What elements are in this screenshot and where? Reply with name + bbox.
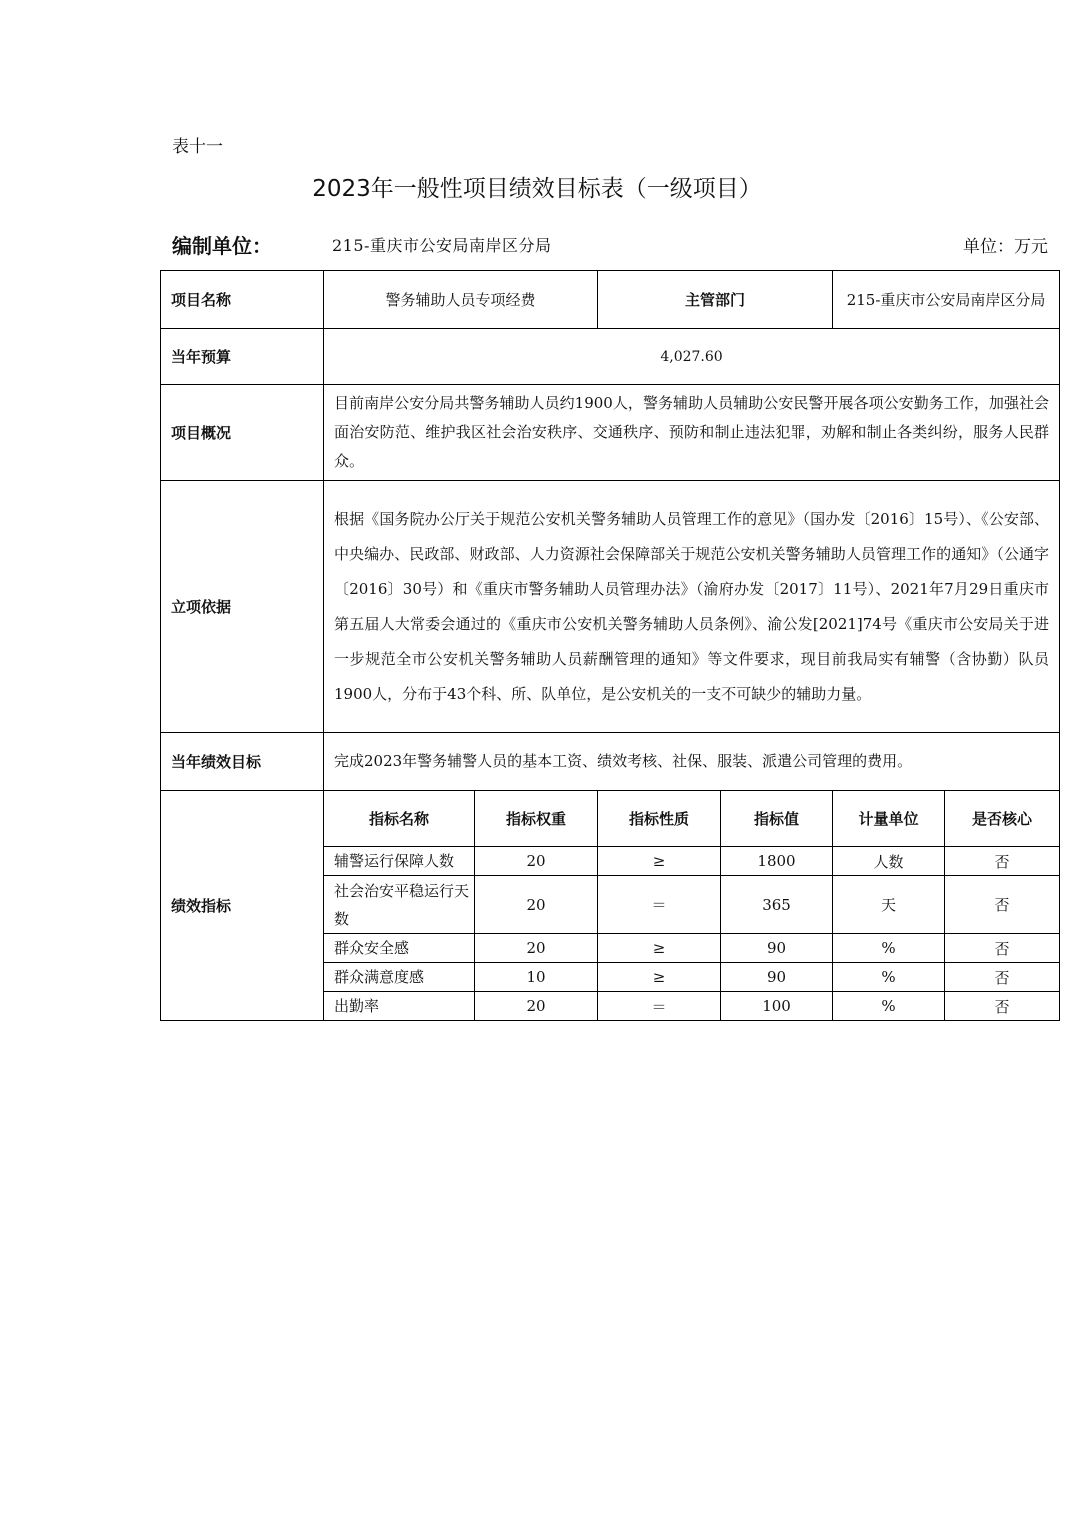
performance-table [160,270,1060,1021]
table-number: 表十一 [172,137,223,157]
indicator-header: 指标值 [721,791,833,847]
dept-label: 主管部门 [598,271,833,329]
indicator-weight: 20 [475,934,598,963]
indicator-weight: 20 [475,847,598,876]
indicator-core: 否 [945,847,1060,876]
page-title: 2023年一般性项目绩效目标表（一级项目） [312,176,762,202]
indicator-nature: ＝ [598,992,721,1021]
indicator-name: 辅警运行保障人数 [324,847,475,876]
indicator-weight: 20 [475,876,598,934]
indicator-header: 指标权重 [475,791,598,847]
indicator-value: 1800 [721,847,833,876]
indicator-weight: 10 [475,963,598,992]
indicator-unit: % [833,963,945,992]
goal-label: 当年绩效目标 [161,733,324,791]
indicator-nature: ≥ [598,963,721,992]
indicator-core: 否 [945,963,1060,992]
indicator-name: 群众满意度感 [324,963,475,992]
indicator-core: 否 [945,992,1060,1021]
money-unit: 单位：万元 [963,237,1048,257]
indicator-core: 否 [945,876,1060,934]
goal-text: 完成2023年警务辅警人员的基本工资、绩效考核、社保、服装、派遣公司管理的费用。 [324,733,1060,791]
budget-label: 当年预算 [161,329,324,385]
indicator-nature: ＝ [598,876,721,934]
overview-row [161,385,1060,481]
indicator-nature: ≥ [598,847,721,876]
indicator-unit: 人数 [833,847,945,876]
indicator-nature: ≥ [598,934,721,963]
indicator-value: 365 [721,876,833,934]
basis-label: 立项依据 [161,481,324,733]
unit-row [172,230,1048,256]
project-name-row [161,271,1060,329]
indicator-header-row [161,791,1060,847]
prepared-by-value: 215-重庆市公安局南岸区分局 [332,236,552,255]
budget-row [161,329,1060,385]
indicator-unit: % [833,934,945,963]
indicator-unit: 天 [833,876,945,934]
overview-text: 目前南岸公安分局共警务辅助人员约1900人，警务辅助人员辅助公安民警开展各项公安勤务工作，加强社会面治安防范、维护我区社会治安秩序、交通秩序、预防和制止违法犯罪，劝解和制止各类纠纷，服务人民群众。 [324,385,1060,481]
indicator-header: 指标性质 [598,791,721,847]
indicator-header: 计量单位 [833,791,945,847]
overview-label: 项目概况 [161,385,324,481]
indicator-weight: 20 [475,992,598,1021]
budget-value: 4,027.60 [324,329,1060,385]
goal-row [161,733,1060,791]
indicator-value: 90 [721,963,833,992]
project-name-value: 警务辅助人员专项经费 [324,271,598,329]
indicator-header: 是否核心 [945,791,1060,847]
indicator-name: 群众安全感 [324,934,475,963]
basis-text: 根据《国务院办公厅关于规范公安机关警务辅助人员管理工作的意见》（国办发〔2016〕15号）、《公安部、中央编办、民政部、财政部、人力资源社会保障部关于规范公安机关警务辅助人员管理工作的通知》（公通字〔2016〕30号）和《重庆市警务辅助人员管理办法》（渝府办发〔2017〕11号）、2021年7月29日重庆市第五届人大常委会通过的《重庆市公安机关警务辅助人员条例》、渝公发[2021]74号《重庆市公安局关于进一步规范全市公安机关警务辅助人员薪酬管理的通知》等文件要求，现目前我局实有辅警（含协勤）队员1900人，分布于43个科、所、队单位，是公安机关的一支不可缺少的辅助力量。 [324,481,1060,733]
indicator-core: 否 [945,934,1060,963]
indicator-unit: % [833,992,945,1021]
indicator-value: 90 [721,934,833,963]
dept-value: 215-重庆市公安局南岸区分局 [833,271,1060,329]
indicator-name: 社会治安平稳运行天数 [324,876,475,934]
basis-row [161,481,1060,733]
project-name-label: 项目名称 [161,271,324,329]
indicator-name: 出勤率 [324,992,475,1021]
indicator-section-label: 绩效指标 [161,791,324,1021]
indicator-header: 指标名称 [324,791,475,847]
indicator-value: 100 [721,992,833,1021]
prepared-by-label: 编制单位： [172,234,272,258]
